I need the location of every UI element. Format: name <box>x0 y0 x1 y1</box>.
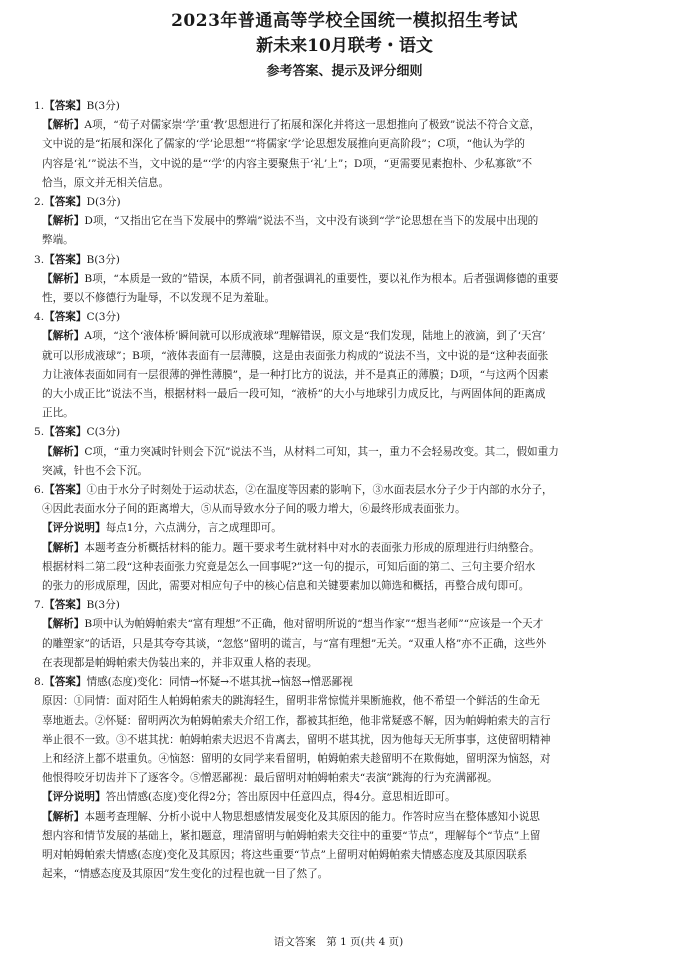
q5-analysis-line: 【解析】C项，“重力突减时针则会下沉”说法不当，从材料二可知，其一，重力不会轻易改变。其二，假如重力 <box>42 445 559 458</box>
q1-answer: 1.【答案】B(3分) <box>34 100 120 112</box>
q7-analysis-line: 的雕塑家”的话语，只是其夸夸其谈，“忽悠”留明的谎言，与“富有理想”无关。“双重人格”亦不正确，这些外 <box>42 637 547 650</box>
q1-analysis-line: 恰当，原文并无相关信息。 <box>42 176 170 189</box>
q8-analysis-line: 【解析】本题考查理解、分析小说中人物思想感情发展变化及其原因的能力。作答时应当在整体感知小说思 <box>42 810 540 823</box>
q3-analysis-line: 性，要以不修德行为耻辱，不以发现不足为羞耻。 <box>42 292 276 305</box>
q4-analysis-line: 就可以形成液球”；B项，“液体表面有一层薄膜，这是由表面张力构成的”说法不当，文中说的是“这种表面张 <box>42 349 549 362</box>
q3-answer: 3.【答案】B(3分) <box>34 253 120 266</box>
q5-analysis-line: 突减，针也不会下沉。 <box>42 464 148 477</box>
q4-analysis-line: 【解析】A项，“这个‘液体桥’瞬间就可以形成液球”理解错误，原文是“我们发现，陆地上的液滴，到了‘天宫’ <box>42 330 546 343</box>
q6-answer: 6.【答案】①由于水分子时刻处于运动状态，②在温度等因素的影响下，③水面表层水分子少于内部的水分子， <box>34 484 553 497</box>
q8-answer: 8.【答案】情感(态度)变化：同情→怀疑→不堪其扰→恼怒→憎恶鄙视 <box>34 676 353 689</box>
q4-analysis-line: 的大小成正比”说法不当，根据材料一最后一段可知，“液桥”的大小与地球引力成反比，与两固体间的距离成 <box>42 388 546 401</box>
q1-analysis-line: 内容是‘礼’”说法不当，文中说的是“‘学’的内容主要聚焦于‘礼’上”；D项，“更需要见素抱朴、少私寡欲”不 <box>42 157 533 170</box>
q8-reason-line: 辜地逝去。②怀疑：留明两次为帕姆帕索夫介绍工作，都被其拒绝，他非常疑惑不解，因为帕姆帕索夫的言行 <box>42 714 551 727</box>
q6-analysis-line: 的张力的形成原理，因此，需要对相应句子中的核心信息和关键要素加以筛选和概括，再整合成句即可。 <box>42 580 530 593</box>
exam-subtitle: 新未来10月联考・语文 <box>256 36 433 56</box>
q6-analysis-line: 根据材料二第二段“这种表面张力究竟是怎么一回事呢?”这一句的提示，可知后面的第二、三句主要介绍水 <box>42 560 536 573</box>
q1-analysis-line: 【解析】A项，“荀子对儒家崇‘学’重‘教’思想进行了拓展和深化并将这一思想推向了极致”说法不符合文意， <box>42 119 541 132</box>
q8-reason-line: 原因：①同情：面对陌生人帕姆帕索夫的跳海轻生，留明非常惊慌并果断施救，他不希望一个鲜活的生命无 <box>42 695 540 708</box>
q2-analysis-line: 【解析】D项，“又指出它在当下发展中的弊端”说法不当，文中没有谈到“学”论思想在当下的发展中出现的 <box>42 215 539 228</box>
q5-answer: 5.【答案】C(3分) <box>34 426 121 439</box>
q2-analysis-line: 弊端。 <box>42 234 74 247</box>
q7-analysis-line: 【解析】B项中认为帕姆帕索夫“富有理想”不正确，他对留明所说的“想当作家”“想当老师”“应该是一个天才 <box>42 618 544 631</box>
q8-analysis-line: 想内容和情节发展的基础上，紧扣题意，理清留明与帕姆帕索夫交往中的重要“节点”，理解每个“节点”上留 <box>42 829 541 842</box>
q8-analysis-line: 明对帕姆帕索夫情感(态度)变化及其原因；将这些重要“节点”上留明对帕姆帕索夫情感态度及其原因联系 <box>42 848 528 861</box>
q6-analysis-line: 【解析】本题考查分析概括材料的能力。题干要求考生就材料中对水的表面张力形成的原理进行归纳整合。 <box>42 541 540 554</box>
q8-scoring: 【评分说明】答出情感(态度)变化得2分；答出原因中任意四点，得4分。意思相近即可。 <box>42 791 456 804</box>
page-footer: 语文答案 第 1 页(共 4 页) <box>273 936 404 948</box>
q2-answer: 2.【答案】D(3分) <box>34 196 121 209</box>
q3-analysis-line: 【解析】B项，“本质是一致的”错误，本质不同，前者强调礼的重要性，要以礼作为根本。后者强调修德的重要 <box>42 272 559 285</box>
q7-answer: 7.【答案】B(3分) <box>34 599 120 612</box>
q4-answer: 4.【答案】C(3分) <box>34 311 121 324</box>
q8-analysis-line: 起来，“情感态度及其原因”发生变化的过程也就一目了然了。 <box>42 868 329 881</box>
section-title: 参考答案、提示及评分细则 <box>266 64 423 79</box>
q8-reason-line: 举止很不一致。③不堪其扰：帕姆帕索夫迟迟不肯离去，留明不堪其扰，因为他每天无所事事，这使留明精神 <box>42 733 551 746</box>
exam-title: 2023年普通高等学校全国统一模拟招生考试 <box>171 11 518 31</box>
q4-analysis-line: 正比。 <box>42 407 74 420</box>
q1-analysis-line: 文中说的是“拓展和深化了儒家的‘学’论思想”“将儒家‘学’论思想发展推向更高阶段”；C项，“他认为学的 <box>42 138 525 151</box>
q6-scoring: 【评分说明】每点1分，六点满分，言之成理即可。 <box>42 522 282 535</box>
q8-reason-line: 上和经济上都不堪重负。④恼怒：留明的女同学来看留明，帕姆帕索夫趁留明不在欺侮她，留明深为恼怒，对 <box>42 752 551 765</box>
q8-reason-line: 他恨得咬牙切齿并下了逐客令。⑤憎恶鄙视：最后留明对帕姆帕索夫“表演”跳海的行为充满鄙视。 <box>42 772 498 785</box>
q6-answer-line: ④因此表面水分子间的距离增大，⑤从而导致水分子间的吸力增大，⑥最终形成表面张力。 <box>42 503 466 516</box>
q4-analysis-line: 力让液体表面如同有一层很薄的弹性薄膜”，是一种打比方的说法，并不是真正的薄膜；D项，“与这两个因素 <box>42 368 549 381</box>
q7-analysis-line: 在表现都是帕姆帕索夫伪装出来的，并非双重人格的表现。 <box>42 656 318 669</box>
